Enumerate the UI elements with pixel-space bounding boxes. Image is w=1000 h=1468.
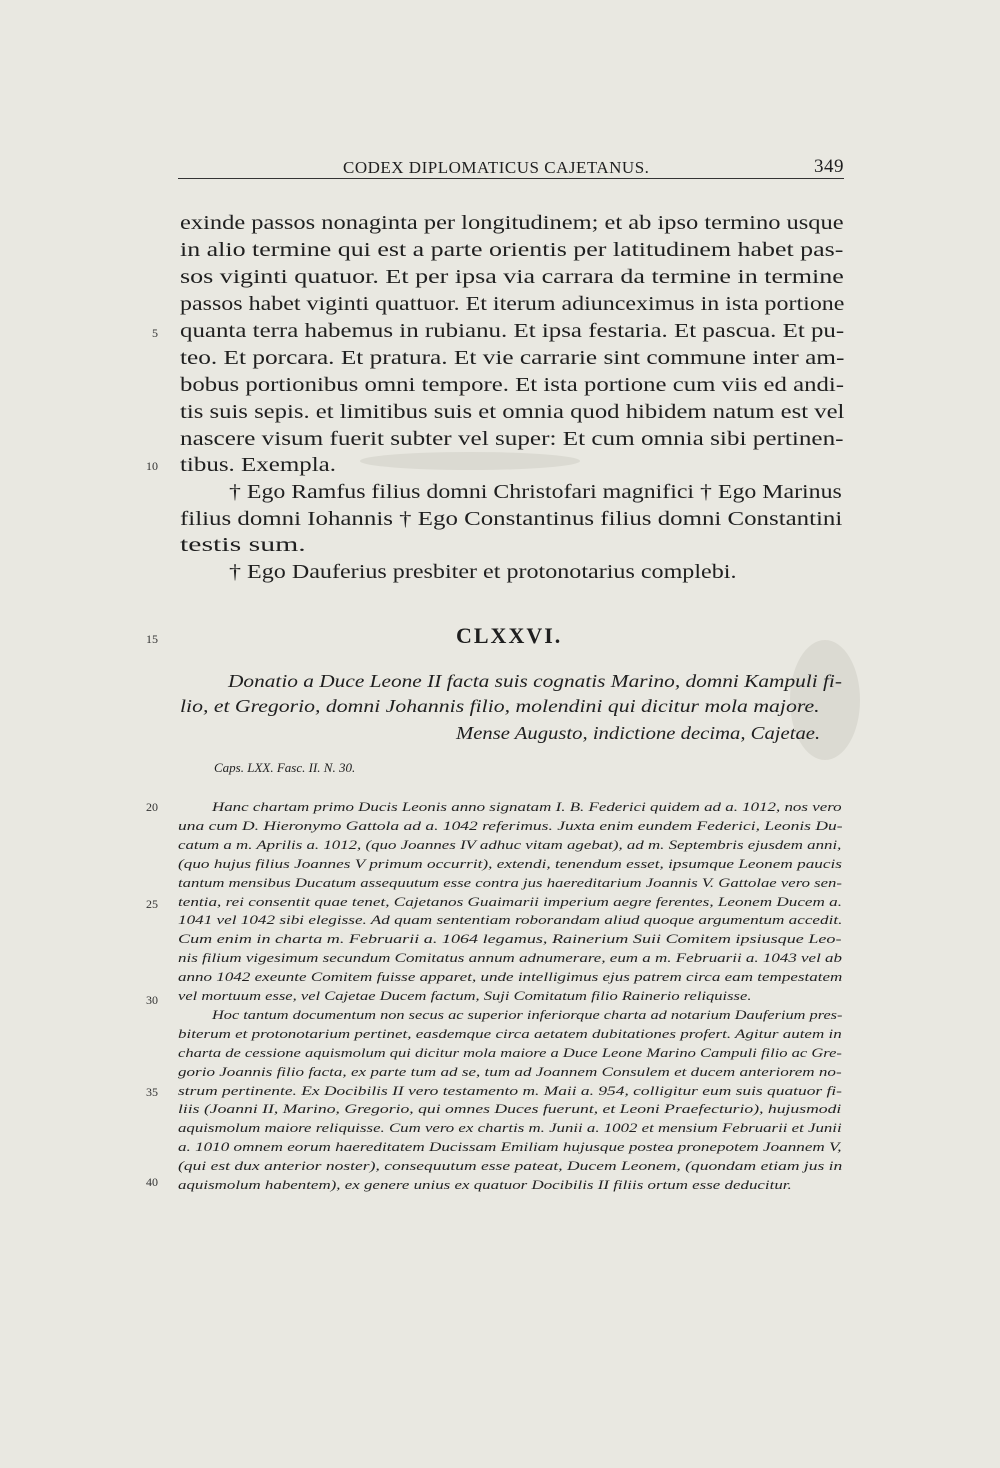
note-line: aquismolum habentem), ex genere unius ex quatuor Docibilis II filiis ortum esse deducitur. [178, 1177, 792, 1192]
text-line: passos habet viginti quattuor. Et iterum adiunceximus in ista portione [180, 293, 845, 315]
note-line: Cum enim in charta m. Februarii a. 1064 legamus, Rainerium Suii Comitem ipsiusque Leo- [178, 931, 842, 946]
note-line: vel mortuum esse, vel Cajetae Ducem factum, Suji Comitatum filio Rainerio reliquisse. [178, 988, 752, 1003]
line-number: 35 [146, 1085, 158, 1099]
charter-number: CLXXVI. [456, 623, 563, 648]
line-number: 20 [146, 800, 158, 814]
text-line: testis sum. [180, 534, 306, 556]
note-line: catum a m. Aprilis a. 1012, (quo Joannes IV adhuc vitam agebat), ad m. Septembris ejusdem anni, [178, 837, 842, 852]
text-line: quanta terra habemus in rubianu. Et ipsa festaria. Et pascua. Et pu- [180, 320, 845, 342]
text-line: in alio termine qui est a parte orientis per latitudinem habet pas- [180, 239, 844, 261]
text-line: tibus. Exempla. [180, 454, 336, 476]
note-line: biterum et protonotarium pertinet, easdemque circa aetatem dubitationes profert. Agitur autem in [178, 1026, 842, 1041]
text-line: teo. Et porcara. Et pratura. Et vie carrarie sint commune inter am- [180, 347, 845, 369]
note-line: charta de cessione aquismolum qui dicitur mola maiore a Duce Leone Marino Campuli filio ac Gre- [178, 1045, 842, 1060]
note-line: Hoc tantum documentum non secus ac superior inferiorque charta ad notarium Dauferium pres- [212, 1007, 843, 1022]
summary-line: lio, et Gregorio, domni Johannis filio, molendini qui dicitur mola majore. [180, 696, 820, 716]
note-line: anno 1042 exeunte Comitem fuisse apparet, unde intelligimus ejus patrem circa eam tempestatem [178, 969, 843, 984]
note-line: a. 1010 omnem eorum haereditatem Ducissam Emiliam hujusque postea pronepotem Joannem V, [178, 1139, 842, 1154]
text-line: † Ego Dauferius presbiter et protonotarius complebi. [229, 561, 737, 583]
text-line: † Ego Ramfus filius domni Christofari magnifici † Ego Marinus [229, 481, 842, 503]
note-line: aquismolum maiore reliquisse. Cum vero ex chartis m. Junii a. 1002 et mensium Februarii et Junii [178, 1120, 842, 1135]
note-line: una cum D. Hieronymo Gattola ad a. 1042 referimus. Juxta enim eundem Federici, Leonis Du- [178, 818, 843, 833]
note-line: Hanc chartam primo Ducis Leonis anno signatam I. B. Federici quidem ad a. 1012, nos vero [212, 799, 842, 814]
note-line: 1041 vel 1042 sibi elegisse. Ad quam sententiam roborandam aliud quoque argumentum accedit. [178, 912, 843, 927]
line-number: 10 [146, 459, 158, 473]
summary-line: Mense Augusto, indictione decima, Cajetae. [456, 723, 821, 743]
note-line: gorio Joannis filio facta, ex parte tum ad se, tum ad Joannem Consulem et ducem anteriorem no- [178, 1064, 842, 1079]
note-line: nis filium vigesimum secundum Comitatus annum adnumerare, eum a m. Februarii a. 1043 vel ab [178, 950, 842, 965]
text-line: sos viginti quatuor. Et per ipsa via carrara da termine in termine [180, 266, 844, 288]
line-number: 40 [146, 1175, 158, 1189]
text-line: filius domni Iohannis † Ego Constantinus filius domni Constantini [180, 508, 843, 530]
line-number: 25 [146, 897, 158, 911]
note-line: tantum mensibus Ducatum assequutum esse contra jus haereditarium Joannis V. Gattolae vero sen- [178, 875, 842, 890]
text-line: tis suis sepis. et limitibus suis et omnia quod hibidem natum est vel [180, 401, 845, 423]
text-line: nascere visum fuerit subter vel super: Et cum omnia sibi pertinen- [180, 428, 844, 450]
note-line: tentia, rei consentit quae tenet, Cajetanos Guaimarii imperium aegre ferentes, Leonem Ducem a. [178, 894, 843, 909]
note-line: (quo hujus filius Joannes V primum occurrit), extendi, tenendum esset, ipsumque Leonem paucis [178, 856, 842, 871]
note-line: (qui est dux anterior noster), consequutum esse pateat, Ducem Leonem, (quondam etiam jus in [178, 1158, 843, 1173]
text-line: bobus portionibus omni tempore. Et ista portione cum viis ed andi- [180, 374, 845, 396]
summary-line: Donatio a Duce Leone II facta suis cognatis Marino, domni Kampuli fi- [228, 671, 842, 691]
line-number: 15 [146, 632, 158, 646]
text-line: exinde passos nonaginta per longitudinem; et ab ipso termino usque [180, 212, 844, 234]
running-header [178, 148, 844, 179]
running-title: CODEX DIPLOMATICUS CAJETANUS. [343, 158, 650, 177]
line-number: 30 [146, 993, 158, 1007]
note-line: strum pertinente. Ex Docibilis II vero testamento m. Maii a. 954, colligitur eum suis quatuor fi- [178, 1083, 842, 1098]
note-line: liis (Joanni II, Marino, Gregorio, qui omnes Duces fuerunt, et Leoni Praefecturio), hujusmodi [178, 1101, 842, 1116]
line-number: 5 [152, 326, 158, 340]
page-number: 349 [814, 156, 844, 177]
archive-reference: Caps. LXX. Fasc. II. N. 30. [214, 760, 356, 775]
